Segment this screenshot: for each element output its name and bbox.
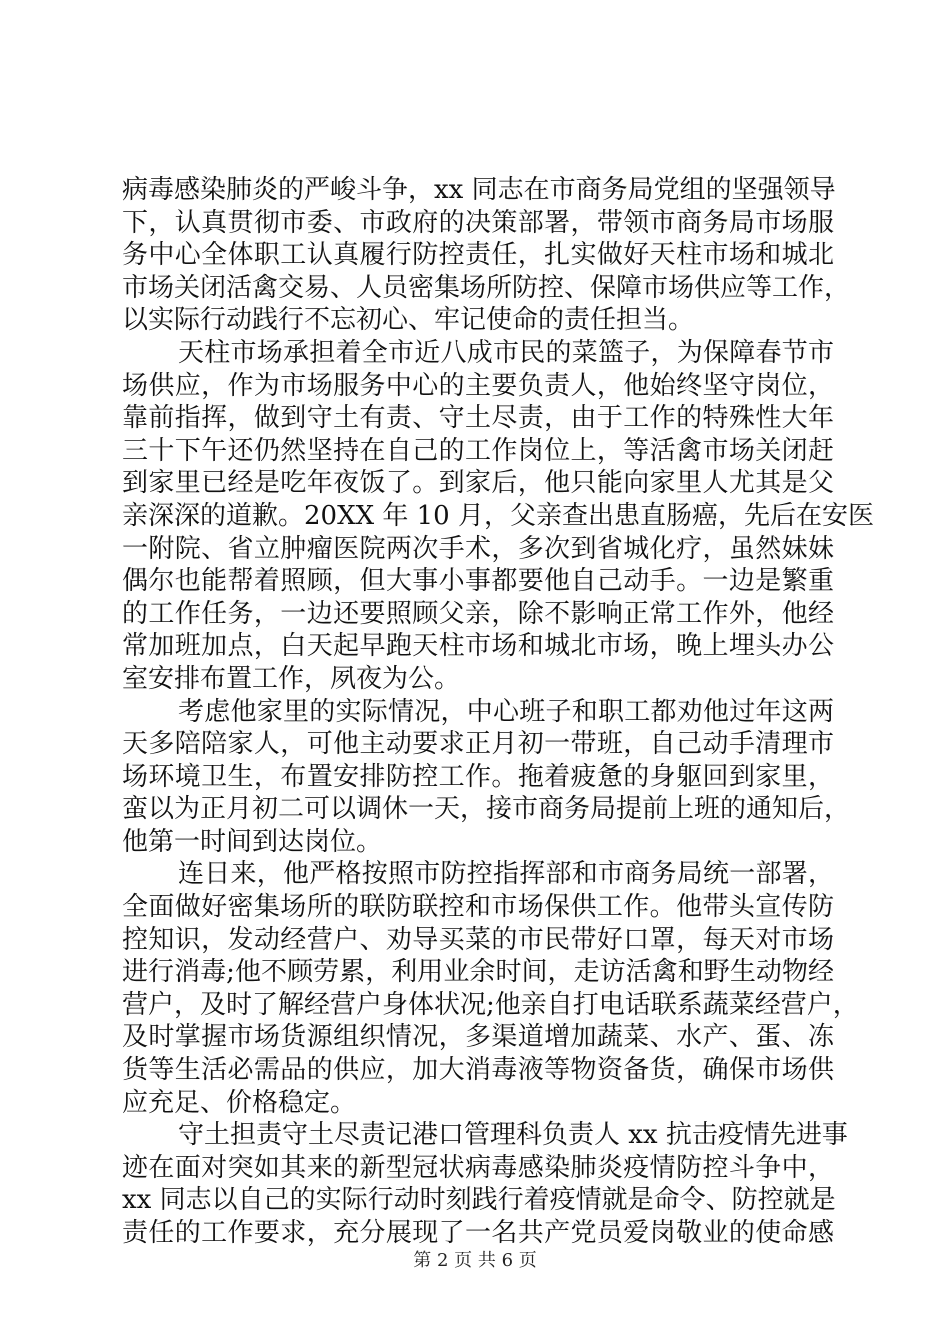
paragraph bbox=[122, 174, 851, 337]
text-line: 全面做好密集场所的联防联控和市场保供工作。他带头宣传防 bbox=[122, 892, 834, 923]
text-line: 他第一时间到达岗位。 bbox=[122, 826, 383, 857]
text-line: 控知识，发动经营户、劝导买菜的市民带好口罩，每天对市场 bbox=[122, 924, 834, 955]
page-footer: 第 2 页 共 6 页 bbox=[413, 1250, 537, 1271]
text-line: 考虑他家里的实际情况，中心班子和职工都劝他过年这两 bbox=[178, 696, 834, 727]
text-line: 蛮以为正月初二可以调休一天，接市商务局提前上班的通知后， bbox=[122, 794, 851, 825]
text-line: 务中心全体职工认真履行防控责任，扎实做好天柱市场和城北 bbox=[122, 240, 834, 271]
text-line: 货等生活必需品的供应，加大消毒液等物资备货，确保市场供 bbox=[122, 1055, 834, 1086]
text-line: 室安排布置工作，夙夜为公。 bbox=[122, 663, 461, 694]
text-line: 守土担责守土尽责记港口管理科负责人 xx 抗击疫情先进事 bbox=[178, 1120, 848, 1151]
text-line: 场环境卫生，布置安排防控工作。拖着疲惫的身躯回到家里， bbox=[122, 761, 834, 792]
text-line: 责任的工作要求，充分展现了一名共产党员爱岗敬业的使命感 bbox=[122, 1218, 834, 1248]
text-line: 亲深深的道歉。20XX 年 10 月，父亲查出患直肠癌，先后在安医 bbox=[122, 500, 874, 531]
document-body bbox=[122, 174, 874, 1250]
text-line: 及时掌握市场货源组织情况，多渠道增加蔬菜、水产、蛋、冻 bbox=[122, 1022, 834, 1053]
text-line: 天多陪陪家人，可他主动要求正月初一带班，自己动手清理市 bbox=[122, 729, 834, 760]
text-line: 以实际行动践行不忘初心、牢记使命的责任担当。 bbox=[122, 305, 695, 336]
text-line: 市场关闭活禽交易、人员密集场所防控、保障市场供应等工作， bbox=[122, 272, 851, 303]
paragraph bbox=[122, 1119, 848, 1249]
text-line: 一附院、省立肿瘤医院两次手术，多次到省城化疗，虽然妹妹 bbox=[122, 533, 834, 564]
text-line: 场供应，作为市场服务中心的主要负责人，他始终坚守岗位， bbox=[122, 370, 834, 401]
paragraph bbox=[122, 337, 874, 696]
text-line: 常加班加点，白天起早跑天柱市场和城北市场，晚上埋头办公 bbox=[122, 631, 834, 662]
text-line: 的工作任务，一边还要照顾父亲，除不影响正常工作外，他经 bbox=[122, 598, 834, 629]
text-line: 连日来，他严格按照市防控指挥部和市商务局统一部署， bbox=[178, 859, 834, 890]
text-line: xx 同志以自己的实际行动时刻践行着疫情就是命令、防控就是 bbox=[122, 1185, 836, 1216]
text-line: 迹在面对突如其来的新型冠状病毒感染肺炎疫情防控斗争中， bbox=[122, 1152, 834, 1183]
text-line: 天柱市场承担着全市近八成市民的菜篮子，为保障春节市 bbox=[178, 337, 834, 368]
text-line: 到家里已经是吃年夜饭了。到家后，他只能向家里人尤其是父 bbox=[122, 468, 834, 499]
text-line: 偶尔也能帮着照顾，但大事小事都要他自己动手。一边是繁重 bbox=[122, 566, 834, 597]
paragraph bbox=[122, 858, 859, 1119]
text-line: 进行消毒;他不顾劳累，利用业余时间，走访活禽和野生动物经 bbox=[122, 957, 834, 988]
text-line: 应充足、价格稳定。 bbox=[122, 1087, 357, 1118]
text-line: 病毒感染肺炎的严峻斗争，xx 同志在市商务局党组的坚强领导 bbox=[122, 175, 836, 205]
text-line: 营户，及时了解经营户身体状况;他亲自打电话联系蔬菜经营户， bbox=[122, 989, 859, 1020]
paragraph bbox=[122, 696, 851, 859]
text-line: 靠前指挥，做到守土有责、守土尽责，由于工作的特殊性大年 bbox=[122, 403, 834, 434]
text-line: 三十下午还仍然坚持在自己的工作岗位上，等活禽市场关闭赶 bbox=[122, 435, 834, 466]
text-line: 下，认真贯彻市委、市政府的决策部署，带领市商务局市场服 bbox=[122, 207, 834, 238]
